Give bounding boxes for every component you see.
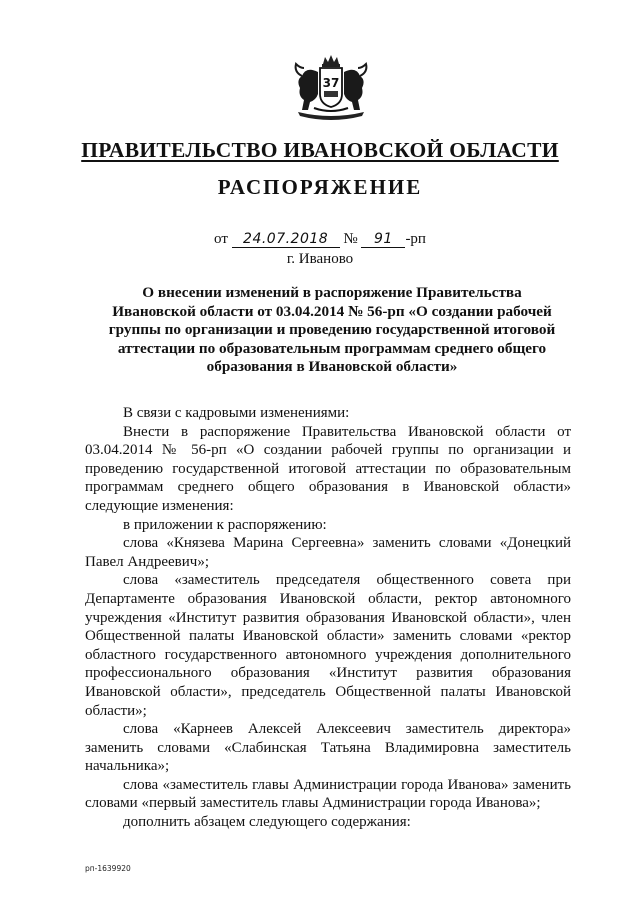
body-paragraph: Внести в распоряжение Правительства Ивановской области от 03.04.2014 № 56-рп «О создании рабочей группы по организации и проведению государственной итоговой аттестации по образовательным программам среднего общего образования в Ивановской области» следующие изменения: — [85, 423, 571, 514]
body-paragraph: слова «заместитель председателя общественного совета при Департаменте образования Ивановской области, ректор автономного учреждения «Институт развития образования Ивановской области», член Общественной палаты Ивановской области» заменить словами «ректор областного государственного автономного учреждения дополнительного профессионального образования «Институт развития образования Ивановской области», председатель Общественной палаты Ивановской области»; — [85, 572, 571, 719]
date-prefix: от — [214, 231, 228, 247]
heading-line: группы по организации и проведению государственной итоговой — [108, 321, 556, 338]
body-paragraph: слова «Карнеев Алексей Алексеевич заместитель директора» заменить словами «Слабинская Татьяна Владимировна заместитель начальника»; — [85, 721, 571, 775]
body-paragraph: в приложении к распоряжению: — [123, 516, 327, 533]
handwritten-number: 91 — [361, 231, 405, 248]
emblem-caption: 37 — [322, 76, 340, 90]
heading-line: О внесении изменений в распоряжение Правительства — [142, 284, 522, 301]
body-paragraph: дополнить абзацем следующего содержания: — [123, 814, 411, 831]
body-paragraph: слова «заместитель главы Администрации города Иванова» заменить словами «первый заместитель главы Администрации города Иванова»; — [85, 776, 571, 812]
coat-of-arms-icon — [290, 54, 372, 120]
document-code: рп-1639920 — [85, 864, 131, 873]
body-paragraph: В связи с кадровыми изменениями: — [123, 405, 350, 421]
number-suffix: -рп — [405, 231, 426, 247]
heading-line: образования в Ивановской области» — [206, 358, 458, 375]
government-title: ПРАВИТЕЛЬСТВО ИВАНОВСКОЙ ОБЛАСТИ — [81, 138, 559, 162]
document-type: РАСПОРЯЖЕНИЕ — [217, 175, 423, 199]
city: г. Иваново — [286, 251, 354, 267]
handwritten-date: 24.07.2018 — [232, 231, 340, 248]
heading-line: аттестации по образовательным программам среднего общего — [117, 339, 547, 357]
number-prefix: № — [343, 231, 358, 247]
body-paragraph: слова «Князева Марина Сергеевна» заменить словами «Донецкий Павел Андреевич»; — [85, 535, 571, 570]
date-number-line — [0, 231, 640, 248]
document-heading — [92, 284, 572, 377]
heading-line: Ивановской области от 03.04.2014 № 56-рп «О создании рабочей — [112, 302, 552, 320]
document-body — [85, 404, 571, 832]
